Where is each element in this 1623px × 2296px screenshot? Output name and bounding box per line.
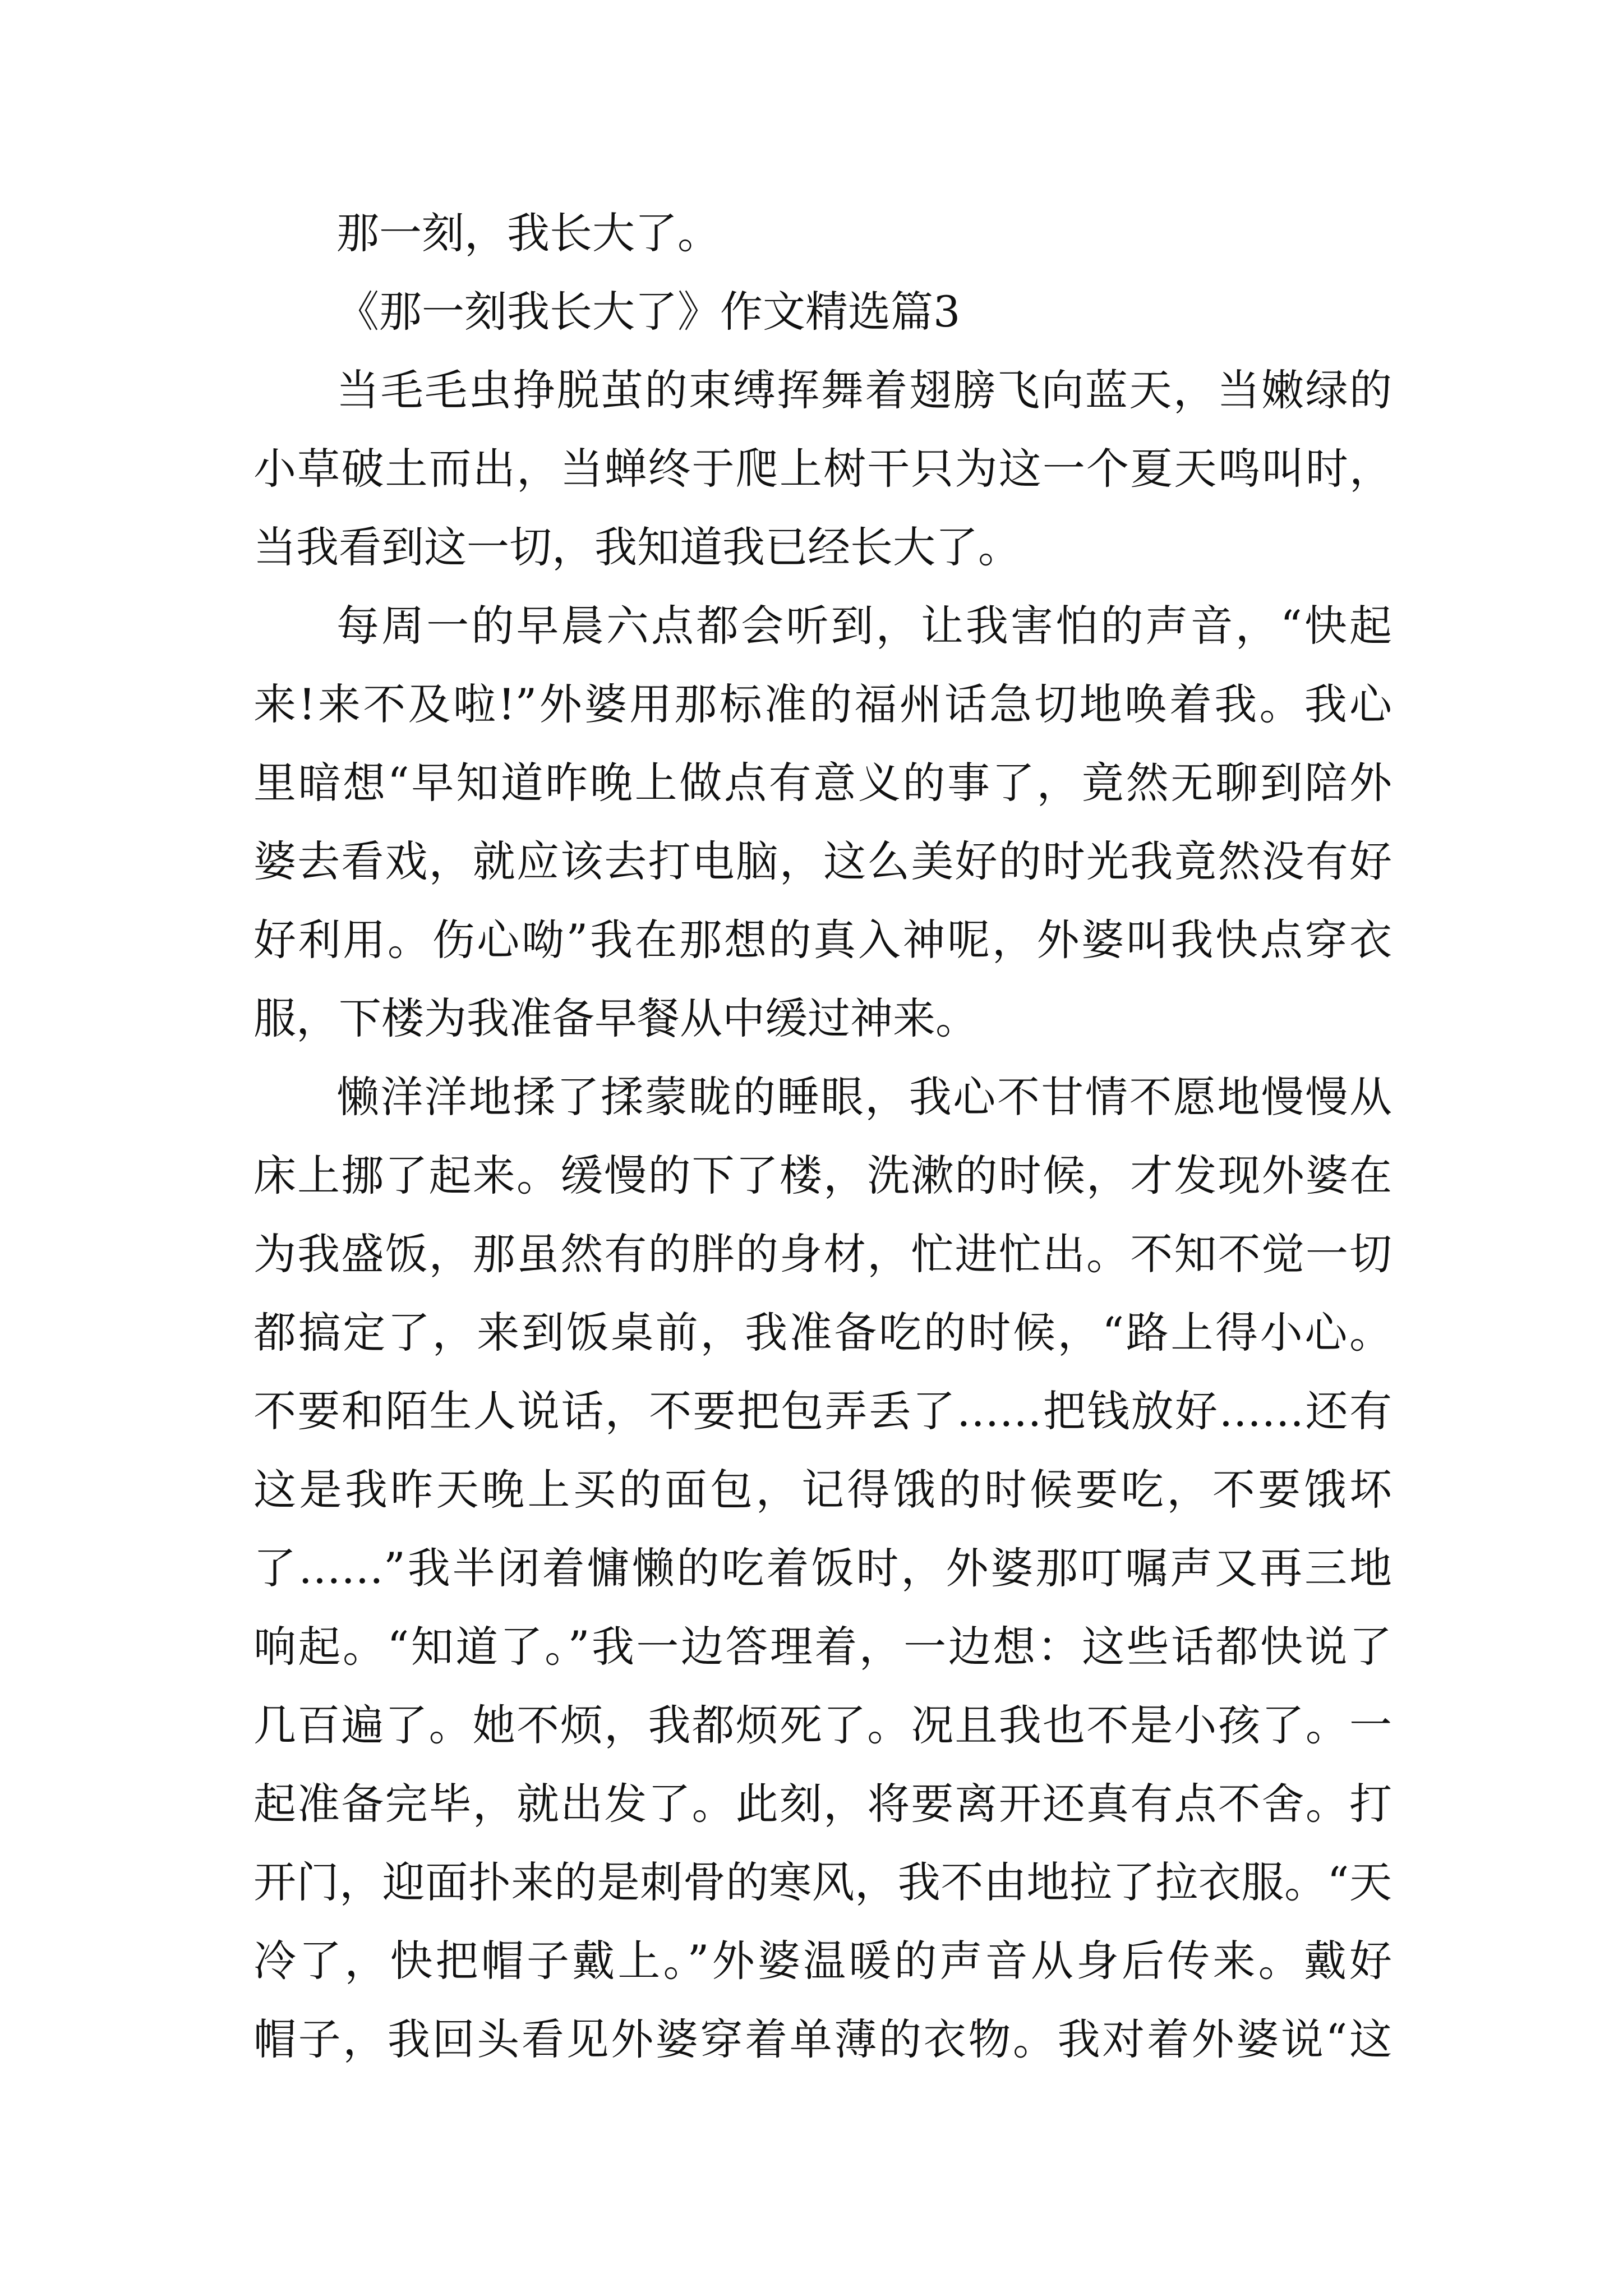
text-line: 几百遍了。她不烦，我都烦死了。况且我也不是小孩了。一: [253, 1700, 1392, 1750]
text-line: 响起。“知道了。”我一边答理着，一边想：这些话都快说了: [253, 1622, 1392, 1672]
text-line: 好利用。伤心呦”我在那想的真入神呢，外婆叫我快点穿衣: [253, 915, 1392, 965]
text-line: 开门，迎面扑来的是刺骨的寒风，我不由地拉了拉衣服。“天: [253, 1857, 1392, 1907]
text-line: 婆去看戏，就应该去打电脑，这么美好的时光我竟然没有好: [253, 836, 1392, 886]
section-heading: 《那一刻我长大了》作文精选篇3: [336, 287, 961, 337]
text-line: 每周一的早晨六点都会听到，让我害怕的声音，“快起: [336, 601, 1392, 651]
text-line: 起准备完毕，就出发了。此刻，将要离开还真有点不舍。打: [253, 1779, 1392, 1829]
text-line: 都搞定了，来到饭桌前，我准备吃的时候，“路上得小心。: [253, 1308, 1392, 1358]
text-line: 床上挪了起来。缓慢的下了楼，洗漱的时候，才发现外婆在: [253, 1151, 1392, 1200]
text-line: 小草破土而出，当蝉终于爬上树干只为这一个夏天鸣叫时，: [253, 444, 1392, 494]
text-line: 了……”我半闭着慵懒的吃着饭时，外婆那叮嘱声又再三地: [253, 1543, 1392, 1593]
text-line: 不要和陌生人说话，不要把包弄丢了……把钱放好……还有: [253, 1386, 1392, 1436]
text-line: 为我盛饭，那虽然有的胖的身材，忙进忙出。不知不觉一切: [253, 1229, 1392, 1279]
text-line: 帽子，我回头看见外婆穿着单薄的衣物。我对着外婆说“这: [253, 2014, 1392, 2064]
text-line: 来!来不及啦!”外婆用那标准的福州话急切地唤着我。我心: [253, 679, 1392, 729]
text-line: 当我看到这一切，我知道我已经长大了。: [253, 522, 1021, 572]
text-line: 这是我昨天晚上买的面包，记得饿的时候要吃，不要饿坏: [253, 1465, 1392, 1515]
text-line: 懒洋洋地揉了揉蒙眬的睡眼，我心不甘情不愿地慢慢从: [336, 1072, 1392, 1122]
text-line: 那一刻，我长大了。: [336, 208, 720, 258]
text-line: 服，下楼为我准备早餐从中缓过神来。: [253, 993, 978, 1043]
text-line: 里暗想“早知道昨晚上做点有意义的事了，竟然无聊到陪外: [253, 758, 1392, 808]
text-line: 冷了，快把帽子戴上。”外婆温暖的声音从身后传来。戴好: [253, 1936, 1392, 1986]
text-line: 当毛毛虫挣脱茧的束缚挥舞着翅膀飞向蓝天，当嫩绿的: [336, 365, 1392, 415]
